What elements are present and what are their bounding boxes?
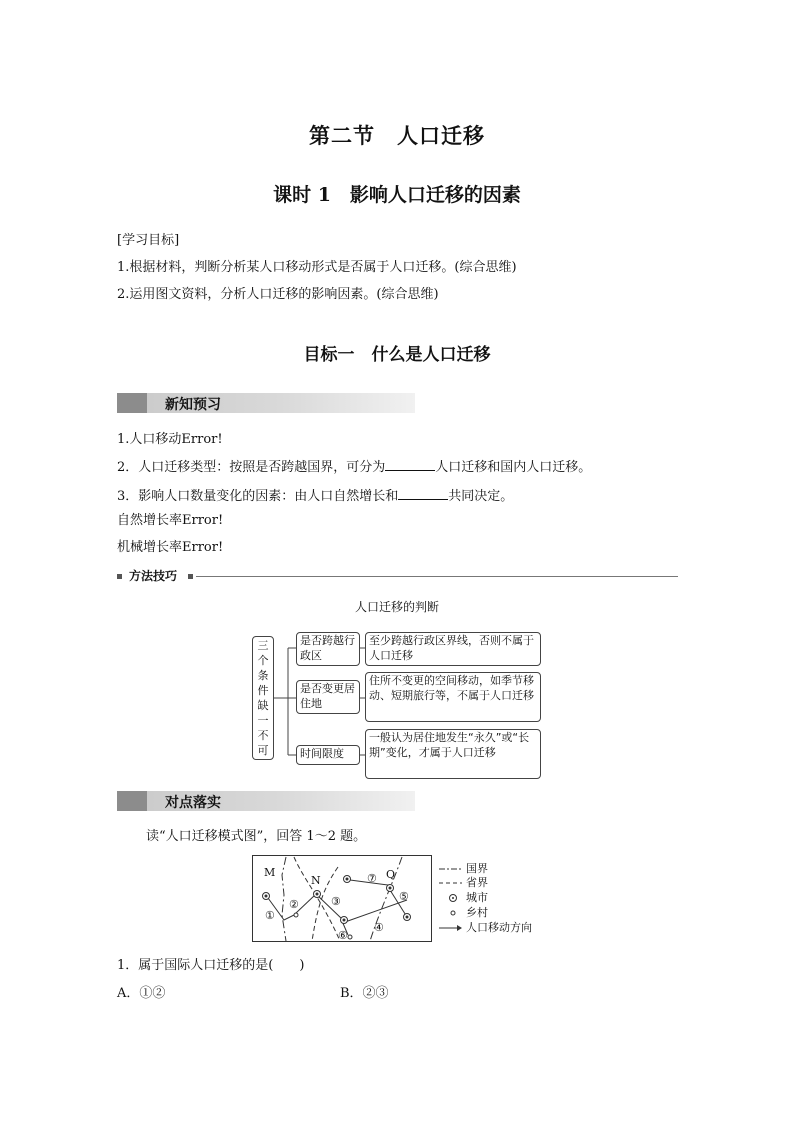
map-number: ⑥ <box>338 929 348 942</box>
map-number: ⑦ <box>367 872 377 885</box>
legend-border: 国界 <box>466 862 488 875</box>
detail-box-3 <box>365 729 541 779</box>
condition-text: 时间限度 <box>300 747 344 760</box>
method-square-icon <box>117 574 122 579</box>
condition-box-1 <box>296 632 360 666</box>
objectives-header: [学习目标] <box>117 233 180 248</box>
section-block <box>117 393 147 413</box>
preview-line-5: 机械增长率Error! <box>117 540 224 555</box>
lesson-title: 课时 1 影响人口迁移的因素 <box>273 184 521 206</box>
page-title: 第二节 人口迁移 <box>309 123 485 148</box>
detail-box-2 <box>365 672 541 722</box>
question-1: 1．属于国际人口迁移的是( ) <box>117 958 305 973</box>
condition-text: 是否跨越行政区 <box>300 634 355 662</box>
read-prompt: 读“人口迁移模式图”，回答 1～2 题。 <box>146 829 367 844</box>
map-number: ⑤ <box>399 890 409 903</box>
map-label-m: M <box>264 866 276 879</box>
detail-text: 一般认为居住地发生“永久”或“长期”变化，才属于人口迁移 <box>369 731 530 759</box>
option-b[interactable]: B．②③ <box>340 986 389 1001</box>
map-number: ③ <box>331 895 341 908</box>
method-square-icon <box>188 574 193 579</box>
preview-line-2-tail: 人口迁移和国内人口迁移。 <box>435 460 592 475</box>
condition-text: 是否变更居住地 <box>300 682 355 710</box>
map-label-q: Q <box>386 868 396 881</box>
legend-direction: 人口移动方向 <box>466 921 532 934</box>
method-divider <box>196 576 678 577</box>
legend-province: 省界 <box>466 876 488 889</box>
section-label: 对点落实 <box>165 795 221 811</box>
preview-line-1: 1.人口移动Error! <box>117 432 223 447</box>
section-header-preview <box>117 393 415 413</box>
preview-line-2-text: 2．人口迁移类型：按照是否跨越国界，可分为 <box>117 460 386 475</box>
preview-line-3-tail: 共同决定。 <box>448 489 514 504</box>
legend-city: 城市 <box>466 891 488 904</box>
preview-line-4: 自然增长率Error! <box>117 513 224 528</box>
section-block <box>117 791 147 811</box>
migration-map <box>252 855 432 943</box>
objective-item-1: 1.根据材料，判断分析某人口移动形式是否属于人口迁移。(综合思维) <box>117 260 517 275</box>
diagram-left-text: 三个条件缺一不可 <box>257 639 269 757</box>
objective-item-2: 2.运用图文资料，分析人口迁移的影响因素。(综合思维) <box>117 287 439 302</box>
fill-blank[interactable] <box>398 487 448 500</box>
preview-line-2 <box>117 458 591 476</box>
preview-line-3-text: 3．影响人口数量变化的因素：由人口自然增长和 <box>117 489 399 504</box>
option-a[interactable]: A．①② <box>117 986 166 1001</box>
condition-box-2 <box>296 680 360 714</box>
map-number: ① <box>265 909 275 922</box>
diagram-title: 人口迁移的判断 <box>354 600 439 614</box>
detail-text: 住所不变更的空间移动，如季节移动、短期旅行等，不属于人口迁移 <box>369 674 534 702</box>
fill-blank[interactable] <box>385 458 435 471</box>
detail-box-1 <box>365 632 541 666</box>
diagram-left-box <box>252 636 274 760</box>
preview-line-3 <box>117 487 513 505</box>
section-header-practice <box>117 791 415 811</box>
method-label: 方法技巧 <box>129 569 178 583</box>
condition-box-3 <box>296 745 360 765</box>
map-number: ④ <box>374 921 384 934</box>
map-number: ② <box>289 898 299 911</box>
map-label-n: N <box>311 874 321 887</box>
detail-text: 至少跨越行政区界线，否则不属于人口迁移 <box>369 634 534 662</box>
map-legend-symbols <box>438 861 464 937</box>
section-label: 新知预习 <box>165 397 221 413</box>
goal-title: 目标一 什么是人口迁移 <box>303 345 491 365</box>
legend-village: 乡村 <box>466 906 488 919</box>
